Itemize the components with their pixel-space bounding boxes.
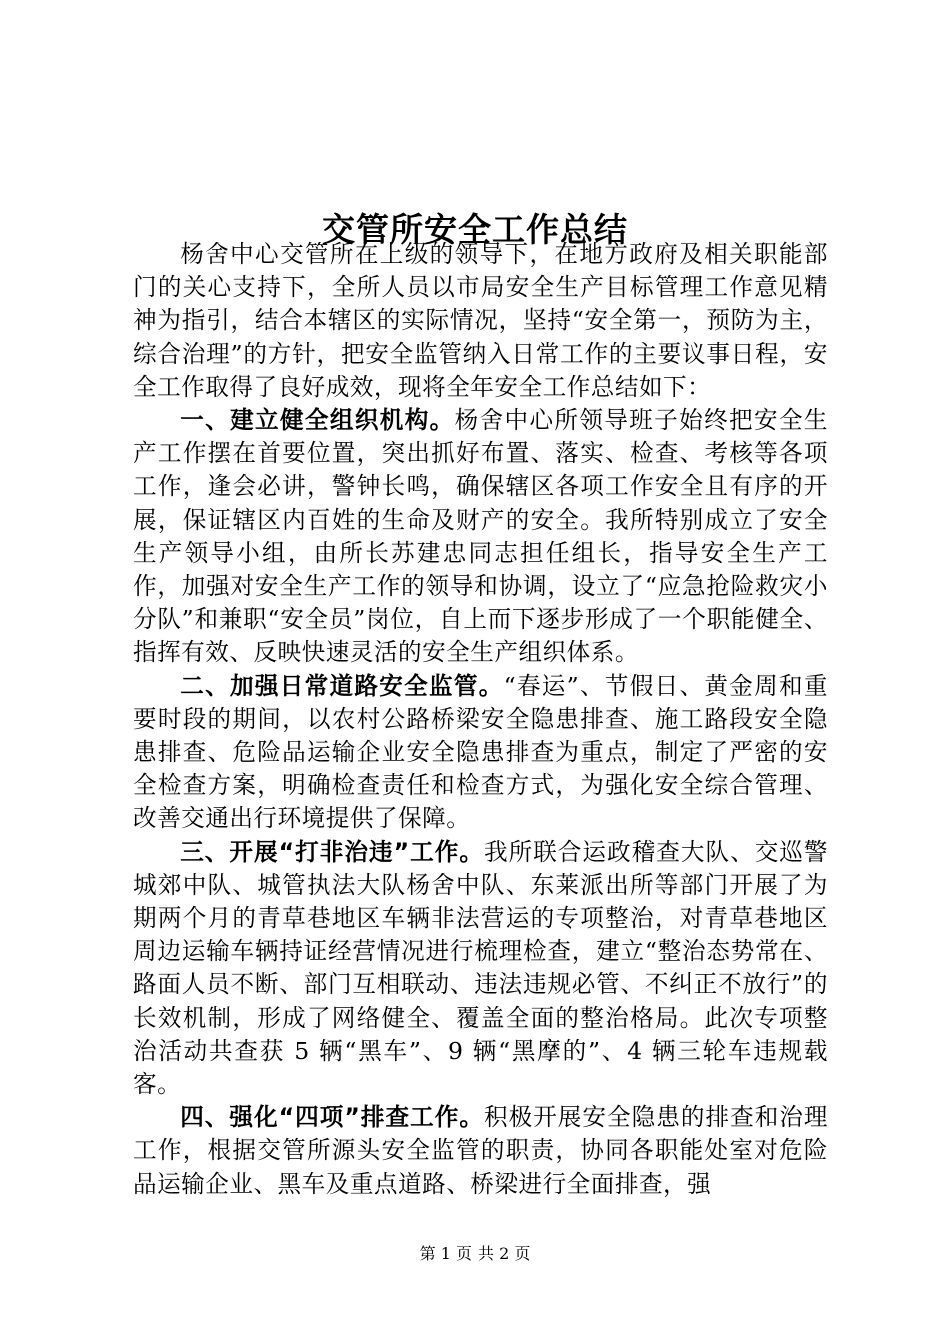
- paragraph-section-1: [133, 404, 828, 670]
- paragraph-lead: 三、开展“打非治违”工作。: [180, 837, 484, 866]
- paragraph-text: 积极开展安全隐患的排查和治理工作，根据交管所源头安全监管的职责，协同各职能处室对危险品运输企业、黑车及重点道路、桥梁进行全面排查，强: [133, 1103, 829, 1198]
- page-total: 共 2 页: [478, 1244, 531, 1263]
- paragraph-section-2: [133, 670, 828, 836]
- paragraph-lead: 四、强化“四项”排查工作。: [180, 1103, 484, 1132]
- paragraph-text: 杨舍中心交管所在上级的领导下，在地方政府及相关职能部门的关心支持下，全所人员以市局安全生产目标管理工作意见精神为指引，结合本辖区的实际情况，坚持“安全第一，预防为主，综合治理”的方针，把安全监管纳入日常工作的主要议事日程，安全工作取得了良好成效，现将全年安全工作总结如下：: [133, 240, 828, 401]
- paragraph-lead: 二、加强日常道路安全监管。: [180, 671, 504, 700]
- paragraph-text: “春运”、节假日、黄金周和重要时段的期间，以农村公路桥梁安全隐患排查、施工路段安全隐患排查、危险品运输企业安全隐患排查为重点，制定了严密的安全检查方案，明确检查责任和检查方式，为强化安全综合管理、改善交通出行环境提供了保障。: [133, 671, 828, 833]
- paragraph-text: 杨舍中心所领导班子始终把安全生产工作摆在首要位置，突出抓好布置、落实、检查、考核等各项工作，逢会必讲，警钟长鸣，确保辖区各项工作安全且有序的开展，保证辖区内百姓的生命及财产的安全。我所特别成立了安全生产领导小组，由所长苏建忠同志担任组长，指导安全生产工作，加强对安全生产工作的领导和协调，设立了“应急抢险救灾小分队”和兼职“安全员”岗位，自上而下逐步形成了一个职能健全、指挥有效、反映快速灵活的安全生产组织体系。: [133, 406, 828, 667]
- paragraph-lead: 一、建立健全组织机构。: [180, 406, 455, 435]
- page-footer: [0, 1243, 950, 1265]
- paragraph-section-4: [133, 1101, 828, 1201]
- paragraph-text: 我所联合运政稽查大队、交巡警城郊中队、城管执法大队杨舍中队、东莱派出所等部门开展了为期两个月的青草巷地区车辆非法营运的专项整治，对青草巷地区周边运输车辆持证经营情况进行梳理检查，建立“整治态势常在、路面人员不断、部门互相联动、违法违规必管、不纠正不放行”的长效机制，形成了网络健全、覆盖全面的整治格局。此次专项整治活动共查获 5 辆“黑车”、9 辆“黑摩的”、4 辆三轮车违规载客。: [133, 837, 829, 1099]
- paragraph-intro: [133, 238, 828, 404]
- paragraph-section-3: [133, 836, 828, 1102]
- document-title: 交管所安全工作总结: [322, 210, 628, 250]
- document-body: [133, 238, 828, 1201]
- page-number: 第 1 页: [419, 1244, 472, 1263]
